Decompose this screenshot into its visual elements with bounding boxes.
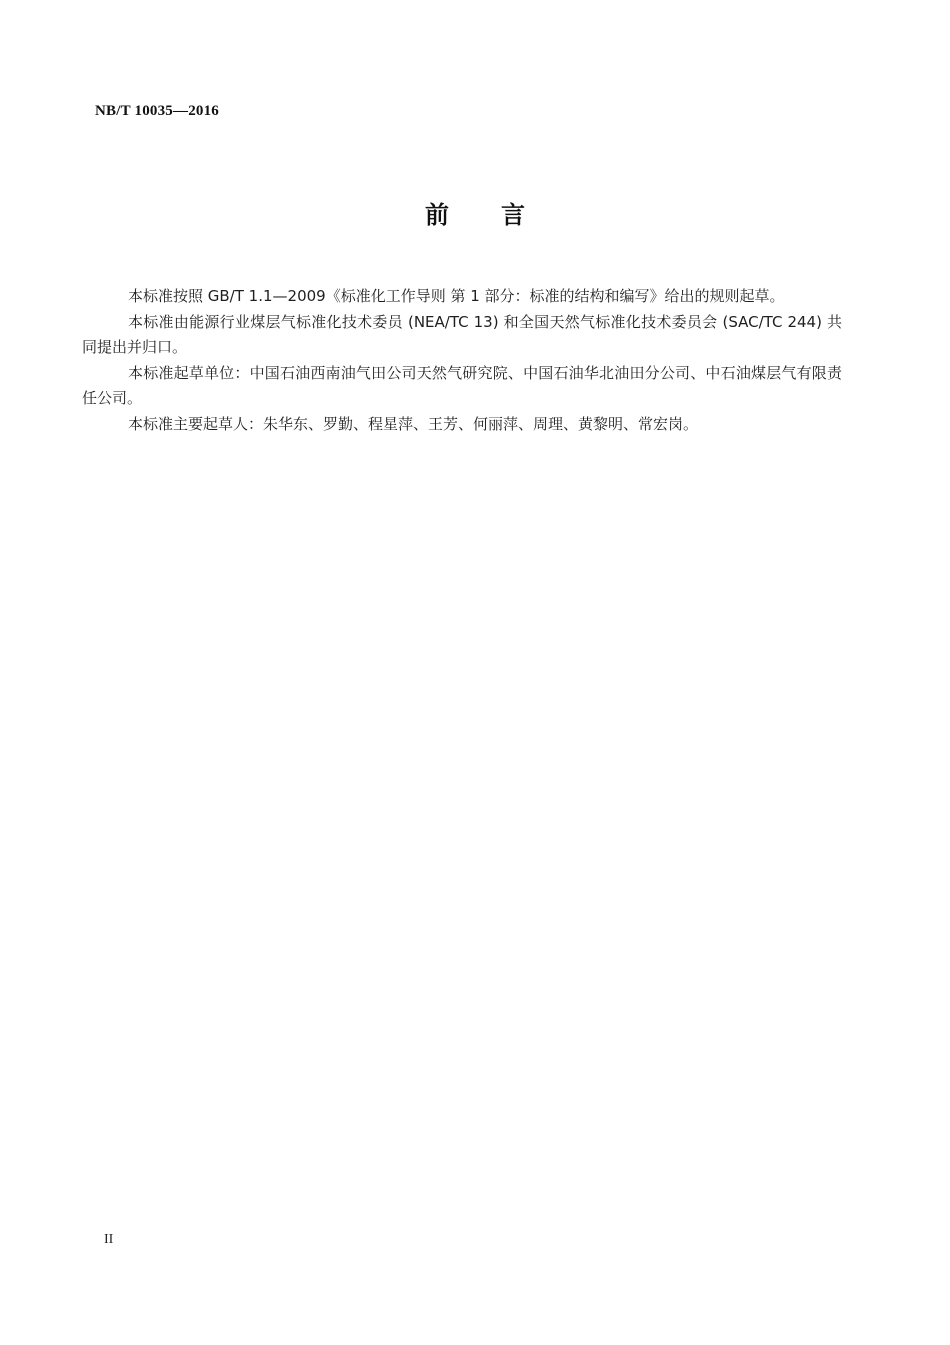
paragraph-drafting-units: 本标准起草单位：中国石油西南油气田公司天然气研究院、中国石油华北油田分公司、中石油煤层气有限责任公司。	[82, 364, 842, 407]
paragraph-proposer: 本标准由能源行业煤层气标准化技术委员 (NEA/TC 13) 和全国天然气标准化技术委员会 (SAC/TC 244) 共同提出并归口。	[82, 313, 842, 356]
standard-code: NB/T 10035—2016	[95, 103, 219, 119]
title-char-2: 言	[501, 201, 525, 229]
page-number: II	[104, 1232, 114, 1247]
page-title	[0, 195, 950, 230]
title-char-1: 前	[425, 201, 449, 229]
foreword-body	[82, 284, 842, 438]
paragraph-drafting-rules: 本标准按照 GB/T 1.1—2009《标准化工作导则 第 1 部分：标准的结构和编写》给出的规则起草。	[128, 287, 785, 305]
paragraph-drafters: 本标准主要起草人：朱华东、罗勤、程星萍、王芳、何丽萍、周理、黄黎明、常宏岗。	[128, 415, 699, 433]
